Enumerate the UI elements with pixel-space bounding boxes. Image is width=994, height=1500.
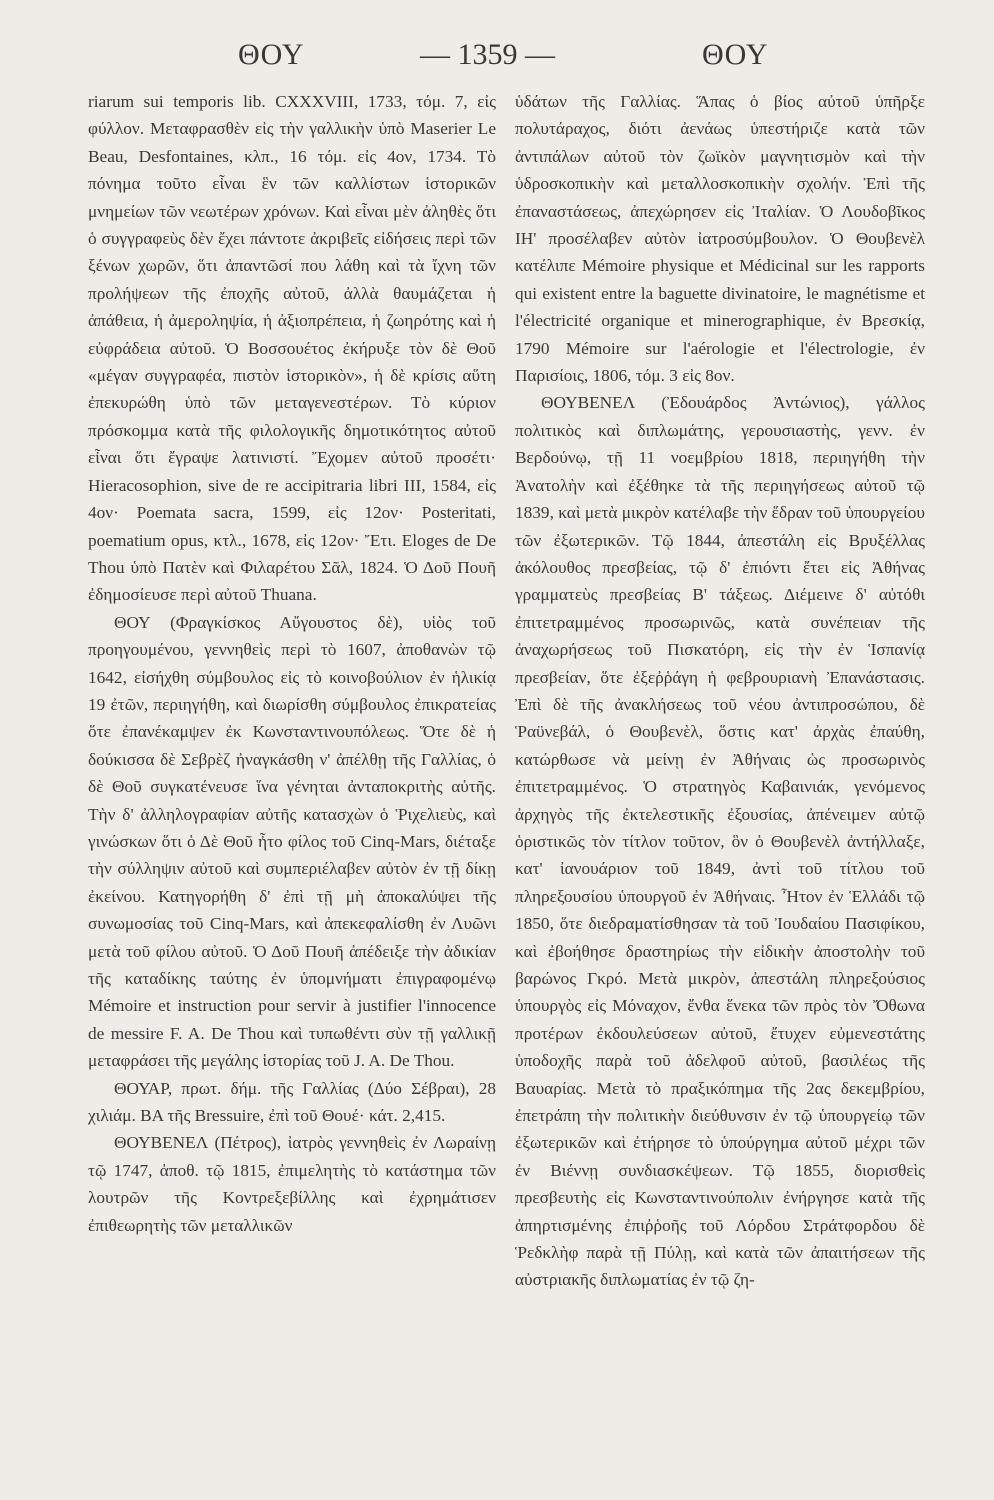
right-column bbox=[515, 88, 925, 1294]
left-column bbox=[88, 88, 496, 1239]
library-watermark bbox=[582, 1361, 994, 1499]
running-header bbox=[0, 38, 994, 78]
header-left: ΘΟΥ bbox=[238, 38, 305, 71]
entry-thouars: ΘΟΥΑΡ, πρωτ. δήμ. τῆς Γαλλίας (Δύο Σέβραι), 28 χιλιάμ. ΒΑ τῆς Bressuire, ἐπὶ τοῦ Θουέ· κάτ. 2,415. bbox=[88, 1078, 496, 1126]
header-right: ΘΟΥ bbox=[702, 38, 769, 71]
page-number: — 1359 — bbox=[420, 38, 555, 71]
right-paragraph-continued: ὑδάτων τῆς Γαλλίας. Ἅπας ὁ βίος αὐτοῦ ὑπῆρξε πολυτάραχος, διότι ἀενάως ὑπεστήριζε κατὰ τῶν ἀντιπάλων αὐτοῦ τὸν ζωϊκὸν μαγνητισμὸν καὶ τὴν ὑδροσκοπικὴν καὶ μεταλλοσκοπικὴν σχολήν. Ἐπὶ τῆς ἐπαναστάσεως, ἀπεχώρησεν εἰς Ἰταλίαν. Ὁ Λουδοβῖκος ΙΗ' προσέλαβεν αὐτὸν ἰατροσύμβουλον. Ὁ Θουβενὲλ κατέλιπε Mémoire physique et Médicinal sur les rapports qui existent entre la baguette divinatoire, le magnétisme et l'électricité organique et minerographique, ἐν Βρεσκίᾳ, 1790 Mémoire sur l'aérologie et l'électrologie, ἐν Παρισίοις, 1806, τόμ. 3 εἰς 8ον. bbox=[515, 92, 925, 386]
entry-thouvenel-edouard: ΘΟΥΒΕΝΕΛ (Ἐδουάρδος Ἀντώνιος), γάλλος πολιτικὸς καὶ διπλωμάτης, γερουσιαστὴς, γενν. ἐν Βερδούνῳ, τῇ 11 νοεμβρίου 1818, περιηγήθη τὴν Ἀνατολὴν καὶ ἐξέθηκε τὰ τῆς περιηγήσεως αὐτοῦ τῷ 1839, καὶ μετὰ μικρὸν κατέλαβε τὴν ἕδραν τοῦ ὑπουργείου τῶν ἐξωτερικῶν. Τῷ 1844, ἀπεστάλη εἰς Βρυξέλλας ἀκόλουθος πρεσβείας, τῷ δ' ἐπιόντι ἔτει εἰς Ἀθήνας γραμματεὺς πρεσβείας Β' τάξεως. Διέμεινε δ' αὐτόθι ἐπιτετραμμένος προσωρινῶς, κατὰ συνέπειαν τῆς ἀναχωρήσεως τοῦ Πισκατόρη, εἰς τὴν ἐν Ἱσπανίᾳ πρεσβείαν, ὅτε ἐξεῤῥάγη ἡ φεβρουριανὴ Ἐπανάστασις. Ἐπὶ δὲ τῆς ἀνακλήσεως τοῦ νέου ἀντιπροσώπου, δὲ Ῥαϋνεβάλ, ὁ Θουβενὲλ, ὅστις κατ' ἀρχὰς ἐπαύθη, κατώρθωσε νὰ μείνῃ ἐν Ἀθήναις ὡς προσωρινὸς ἐπιτετραμμένος. Ὁ στρατηγὸς Καβαινιάκ, γενόμενος ἀρχηγὸς τῆς ἐκτελεστικῆς ἐξουσίας, ἀπένειμεν αὐτῷ ὁριστικῶς τὸν τίτλον τοῦτον, ὃν ὁ Θουβενὲλ ἀντήλλαξε, κατ' ἰανουάριον τοῦ 1849, ἀντὶ τοῦ τίτλου τοῦ πληρεξουσίου ὑπουργοῦ ἐν Ἀθήναις. Ἦτον ἐν Ἑλλάδι τῷ 1850, ὅτε διεδραματίσθησαν τὰ τοῦ Ἰουδαίου Πασιφίκου, καὶ ἐβοήθησε δραστηρίως τὴν εἰδικὴν ἀποστολὴν τοῦ βαρώνος Γκρό. Μετὰ μικρὸν, ἀπεστάλη πληρεξούσιος ὑπουργὸς εἰς Μόναχον, ἔνθα ἕνεκα τῶν πρὸς τὸν Ὄθωνα προτέρων ἐκδουλεύσεων αὐτοῦ, ἔτυχεν εὐμενεστάτης ὑποδοχῆς παρὰ τοῦ ἀδελφοῦ αὐτοῦ, βασιλέως τῆς Βαυαρίας. Μετὰ τὸ πραξικόπημα τῆς 2ας δεκεμβρίου, ἐπετράπη τὴν πολιτικὴν διεύθυνσιν ἐν τῷ ὑπουργείῳ τῶν ἐξωτερικῶν καὶ ἐτήρησε τὸ ὑπούργημα αὐτοῦ μέχρι τῶν ἐν Βιέννῃ συνδιασκέψεων. Τῷ 1855, διορισθεὶς πρεσβευτὴς εἰς Κωνσταντινούπολιν ἐνήργησε κατὰ τῆς ἀπηρτισμένης ἐπιῤῥοῆς τοῦ Λόρδου Στράτφορδου δὲ Ῥεδκλὴφ παρὰ τῇ Πύλῃ, καὶ κατὰ τῶν ἀπαιτήσεων τῆς αὐστριακῆς διπλωματίας ἐν τῷ ζη- bbox=[515, 393, 925, 1290]
left-paragraph-continued: riarum sui temporis lib. CXXXVIII, 1733, τόμ. 7, εἰς φύλλον. Μεταφρασθὲν εἰς τὴν γαλλικὴν ὑπὸ Maserier Le Beau, Desfontaines, κλπ., 16 τόμ. εἰς 4ον, 1734. Τὸ πόνημα τοῦτο εἶναι ἓν τῶν καλλίστων ἱστορικῶν μνημείων τῶν νεωτέρων χρόνων. Καὶ εἶναι μὲν ἀληθὲς ὅτι ὁ συγγραφεὺς δὲν ἔχει πάντοτε ἀκριβεῖς εἰδήσεις περὶ τῶν ξένων χωρῶν, ὅτι ἀπαντῶσί που λάθη καὶ τὰ ἴχνη τῶν προλήψεων τῆς ἐποχῆς αὐτοῦ, ἀλλὰ θαυμάζεται ἡ ἀπάθεια, ἡ ἀμεροληψία, ἡ ἀξιοπρέπεια, ἡ ζωηρότης καὶ ἡ εὐφράδεια αὐτοῦ. Ὁ Βοσσουέτος ἐκήρυξε τὸν δὲ Θοῦ «μέγαν συγγραφέα, πιστὸν ἱστορικὸν», ἡ δὲ κρίσις αὕτη ἐπεκυρώθη ὑπὸ τῶν μεταγενεστέρων. Τὸ κύριον πρόσκομμα κατὰ τῆς φιλολογικῆς δημοτικότητος αὐτοῦ εἶναι ὅτι ἔγραψε λατινιστί. Ἔχομεν αὐτοῦ προσέτι· Hieracosophion, sive de re accipitraria libri III, 1584, εἰς 4ον· Poemata sacra, 1599, εἰς 12ον· Posteritati, poematium opus, κτλ., 1678, εἰς 12ον· Ἔτι. Eloges de De Thou ὑπὸ Πατὲν καὶ Φιλαρέτου Σᾶλ, 1824. Ὁ Δοῦ Πουῆ ἐδημοσίευσε περὶ αὐτοῦ Thuana. bbox=[88, 92, 496, 605]
entry-thouvenel-pierre: ΘΟΥΒΕΝΕΛ (Πέτρος), ἰατρὸς γεννηθεὶς ἐν Λωραίνῃ τῷ 1747, ἀποθ. τῷ 1815, ἐπιμελητὴς τὸ κατάστημα τῶν λουτρῶν τῆς Κοντρεξεβίλλης καὶ ἐχρημάτισεν ἐπιθεωρητὴς τῶν μεταλλικῶν bbox=[88, 1133, 496, 1235]
entry-thou-francois-auguste: ΘΟΥ (Φραγκίσκος Αὔγουστος δὲ), υἱὸς τοῦ προηγουμένου, γεννηθεὶς περὶ τὸ 1607, ἀποθανὼν τῷ 1642, εἰσήχθη σύμβουλος εἰς τὸ κοινοβούλιον ἐν ἡλικίᾳ 19 ἐτῶν, περιηγήθη, καὶ διωρίσθη σύμβουλος ἐπικρατείας ὅτε ἐπανέκαμψεν ἐκ Κωνσταντινουπόλεως. Ὅτε δὲ ἡ δούκισσα δὲ Σεβρὲζ ἠναγκάσθη ν' ἀπέλθῃ τῆς Γαλλίας, ὁ δὲ Θοῦ συγκατένευσε ἵνα γένηται ἀνταποκριτὴς αὐτῆς. Τὴν δ' ἀλληλογραφίαν αὐτῆς κατασχὼν ὁ Ῥιχελιεὺς, καὶ γινώσκων ὅτι ὁ Δὲ Θοῦ ἦτο φίλος τοῦ Cinq-Mars, διέταξε τὴν σύλληψιν αὐτοῦ καὶ συμπεριέλαβεν αὐτὸν ἐν τῇ δίκῃ ἐκείνου. Κατηγορήθη δ' ἐπὶ τῇ μὴ ἀποκαλύψει τῆς συνωμοσίας τοῦ Cinq-Mars, καὶ ἀπεκεφαλίσθη ἐν Λυῶνι μετὰ τοῦ φίλου αὐτοῦ. Ὁ Δοῦ Πουῆ ἀπέδειξε τὴν ἀδικίαν τῆς καταδίκης ταύτης ἐν ὑπομνήματι ἐπιγραφομένῳ Mémoire et instruction pour servir à justifier l'innocence de messire F. A. De Thou καὶ τυπωθέντι σὺν τῇ γαλλικῇ μεταφράσει τῆς μεγάλης ἱστορίας τοῦ J. A. De Thou. bbox=[88, 612, 496, 1071]
